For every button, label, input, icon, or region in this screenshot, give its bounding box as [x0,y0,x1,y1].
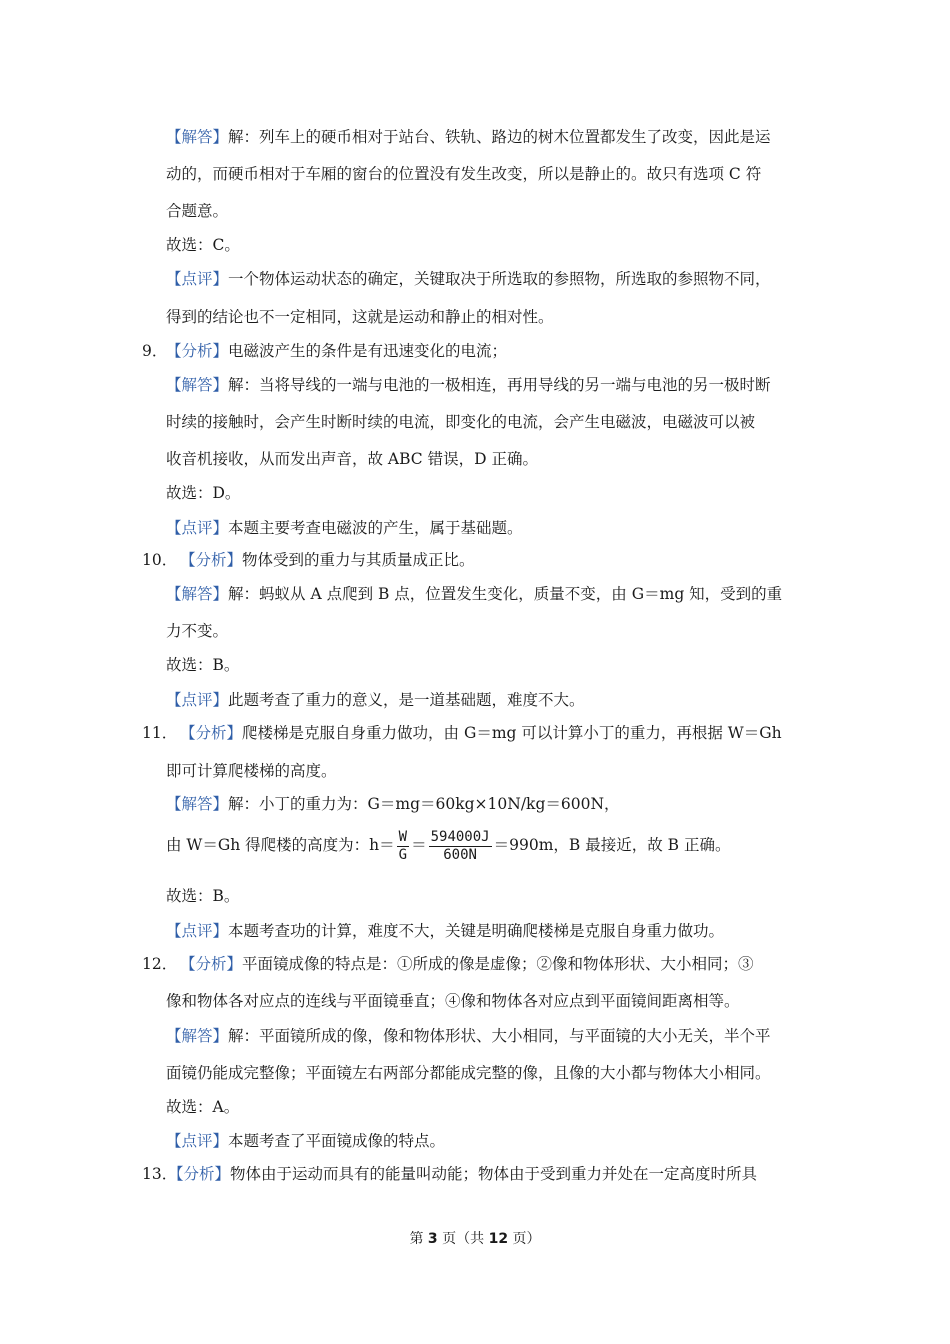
q11-dianping: 【点评】本题考查功的计算，难度不大，关键是明确爬楼梯是克服自身重力做功。 [166,922,725,940]
q11-formula-line: 由 W＝Gh 得爬楼的高度为：h＝ $\frac{W}{G}$ ＝ $\frac{594000J}{600N}$ ＝990m，B 最接近，故 B 正确。 [166,828,731,863]
jieda-tag: 【解答】 [166,795,229,813]
fenxi-tag: 【分析】 [180,955,243,973]
dianping-tag: 【点评】 [166,691,229,709]
q13-number: 13． [142,1165,178,1183]
q12-fenxi-line-1: 12． 【分析】平面镜成像的特点是：①所成的像是虚像；②像和物体形状、大小相同；③ [142,955,754,973]
total-pages: 12 [488,1231,509,1247]
q8-jieda-line-1: 【解答】解：列车上的硬币相对于站台、铁轨、路边的树木位置都发生了改变，因此是运 [166,128,771,146]
fenxi-tag: 【分析】 [180,551,243,569]
page-number: 3 [427,1231,438,1247]
q8-dianping-line-1: 【点评】一个物体运动状态的确定，关键取决于所选取的参照物，所选取的参照物不同， [166,270,771,288]
q11-number: 11． [142,724,178,742]
dianping-tag: 【点评】 [166,270,229,288]
q9-jieda-line-3: 收音机接收，从而发出声音，故 ABC 错误，D 正确。 [166,450,538,468]
q10-jieda-line-2: 力不变。 [166,622,229,640]
q10-fenxi: 10． 【分析】物体受到的重力与其质量成正比。 [142,551,475,569]
q11-fenxi-line-2: 即可计算爬楼梯的高度。 [166,762,337,780]
q12-answer: 故选：A。 [166,1098,240,1116]
dianping-tag: 【点评】 [166,922,229,940]
q12-jieda-line-1: 【解答】解：平面镜所成的像，像和物体形状、大小相同，与平面镜的大小无关，半个平 [166,1027,771,1045]
dianping-tag: 【点评】 [166,1132,229,1150]
q12-fenxi-line-2: 像和物体各对应点的连线与平面镜垂直；④像和物体各对应点到平面镜间距离相等。 [166,992,740,1010]
q10-dianping: 【点评】此题考查了重力的意义，是一道基础题，难度不大。 [166,691,585,709]
fenxi-tag: 【分析】 [180,724,243,742]
q10-answer: 故选：B。 [166,656,240,674]
q11-answer: 故选：B。 [166,887,240,905]
q9-jieda-line-1: 【解答】解：当将导线的一端与电池的一极相连，再用导线的另一端与电池的另一极时断 [166,376,771,394]
q8-jieda-line-3: 合题意。 [166,202,229,220]
fraction-work-over-weight: $\frac{594000J}{600N}$ [430,828,490,863]
q9-fenxi: 9． 【分析】电磁波产生的条件是有迅速变化的电流； [142,342,508,360]
jieda-tag: 【解答】 [166,1027,229,1045]
q9-jieda-line-2: 时续的接触时，会产生时断时续的电流，即变化的电流，会产生电磁波，电磁波可以被 [166,413,756,431]
q10-jieda-line-1: 【解答】解：蚂蚁从 A 点爬到 B 点，位置发生变化，质量不变，由 G＝mg 知，受到的重 [166,585,783,603]
dianping-tag: 【点评】 [166,519,229,537]
q11-jieda: 【解答】解：小丁的重力为：G＝mg＝60kg×10N/kg＝600N， [166,795,620,813]
page-footer: 第 3 页（共 12 页） [409,1231,541,1247]
q12-jieda-line-2: 面镜仍能成完整像；平面镜左右两部分都能成完整的像，且像的大小都与物体大小相同。 [166,1064,771,1082]
jieda-tag: 【解答】 [166,585,229,603]
jieda-tag: 【解答】 [166,128,229,146]
jieda-tag: 【解答】 [166,376,229,394]
q9-number: 9． [142,342,168,360]
q12-dianping: 【点评】本题考查了平面镜成像的特点。 [166,1132,446,1150]
q10-number: 10． [142,551,178,569]
q13-fenxi: 13． 【分析】物体由于运动而具有的能量叫动能；物体由于受到重力并处在一定高度时所具 [142,1165,758,1183]
q8-answer: 故选：C。 [166,236,240,254]
q8-dianping-line-2: 得到的结论也不一定相同，这就是运动和静止的相对性。 [166,308,554,326]
q9-answer: 故选：D。 [166,484,241,502]
q11-fenxi-line-1: 11． 【分析】爬楼梯是克服自身重力做功，由 G＝mg 可以计算小丁的重力，再根据 W＝Gh [142,724,782,742]
q12-number: 12． [142,955,178,973]
fenxi-tag: 【分析】 [168,1165,231,1183]
fenxi-tag: 【分析】 [166,342,229,360]
q8-jieda-line-2: 动的，而硬币相对于车厢的窗台的位置没有发生改变，所以是静止的。故只有选项 C 符 [166,165,762,183]
fraction-w-over-g: $\frac{W}{G}$ [398,828,408,863]
q9-dianping: 【点评】本题主要考查电磁波的产生，属于基础题。 [166,519,523,537]
